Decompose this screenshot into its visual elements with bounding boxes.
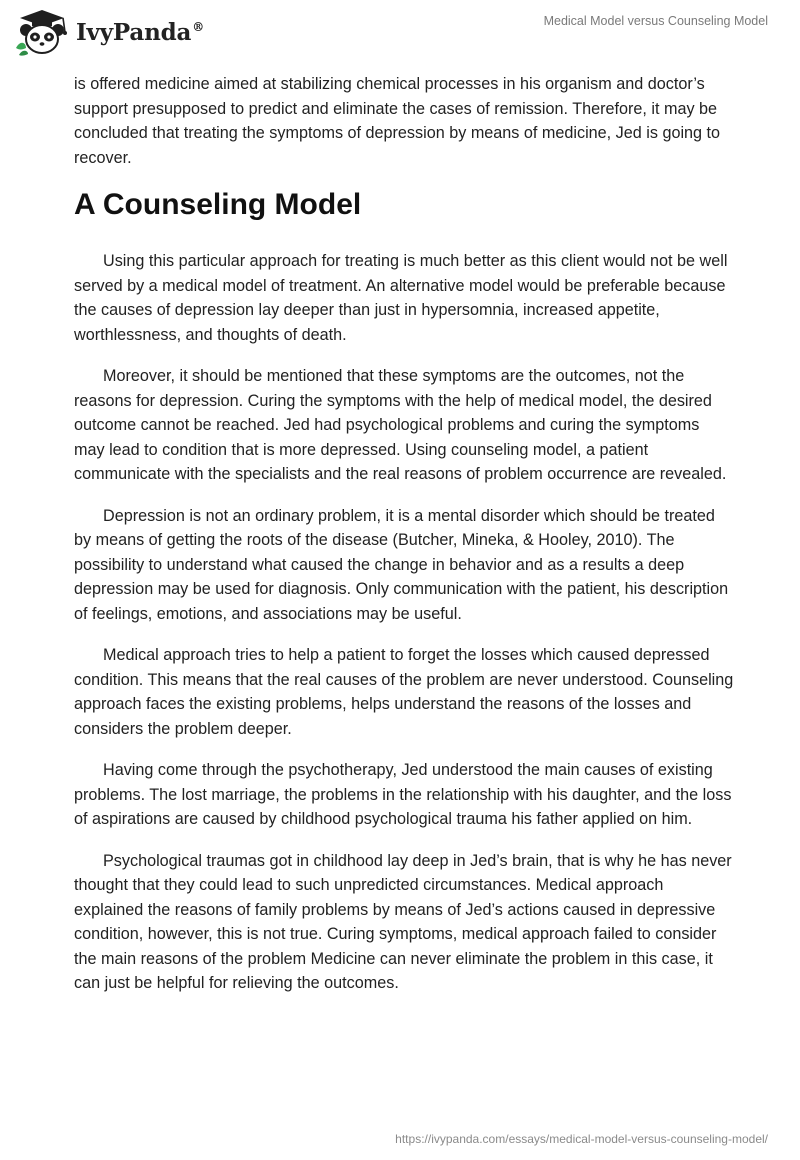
section-heading: A Counseling Model xyxy=(74,188,362,221)
paragraph: Psychological traumas got in childhood lay deep in Jed’s brain, that is why he has never thought that they could lead to such unpredicted circumstances. Medical approach explained the reasons of family problems by means of Jed’s actions caused in depressive condition, however, this is not true. Curing symptoms, medical approach failed to consider the main reasons of the problem Medicine can never eliminate the problem in this case, it can just be helpful for relieving the outcomes. xyxy=(74,851,732,992)
page-header xyxy=(0,0,800,70)
intro-paragraph: is offered medicine aimed at stabilizing chemical processes in his organism and doctor’s support presupposed to predict and eliminate the cases of remission. Therefore, it may be concluded that treating the symptoms of depression by means of medicine, Jed is going to recover. xyxy=(74,75,721,167)
panda-logo-icon xyxy=(14,8,70,56)
paragraph: Having come through the psychotherapy, Jed understood the main causes of existing problems. The lost marriage, the problems in the relationship with his daughter, and the loss of aspirations are caused by childhood psychological trauma his father applied on him. xyxy=(74,761,732,828)
ivypanda-logo[interactable] xyxy=(14,8,204,56)
paragraph: Moreover, it should be mentioned that these symptoms are the outcomes, not the reasons for depression. Curing the symptoms with the help of medical model, the desired outcome cannot be reached. Jed had psychological problems and curing the symptoms may lead to condition that is more depressed. Using counseling model, a patient communicate with the specialists and the real reasons of problem occurrence are revealed. xyxy=(74,367,727,483)
paragraph: Using this particular approach for treating is much better as this client would not be well served by a medical model of treatment. An alternative model would be preferable because the causes of depression lay deeper than just in hypersomnia, increased appetite, worthlessness, and thoughts of death. xyxy=(74,252,728,344)
paragraph: Depression is not an ordinary problem, it is a mental disorder which should be treated by means of getting the roots of the disease (Butcher, Mineka, & Hooley, 2010). The possibility to understand what caused the change in behavior and as a results a deep depression may be used for diagnosis. Only communication with the patient, his description of feelings, emotions, and associations may be useful. xyxy=(74,506,729,623)
paragraph: Medical approach tries to help a patient to forget the losses which caused depressed condition. This means that the real causes of the problem are never understood. Counseling approach faces the existing problems, helps understand the reasons of the losses and considers the problem deeper. xyxy=(74,646,734,738)
source-url[interactable]: https://ivypanda.com/essays/medical-model-versus-counseling-model/ xyxy=(395,1132,768,1146)
logo-wordmark: IvyPanda® xyxy=(76,18,204,46)
document-title: Medical Model versus Counseling Model xyxy=(543,14,768,28)
essay-content xyxy=(74,72,734,1013)
